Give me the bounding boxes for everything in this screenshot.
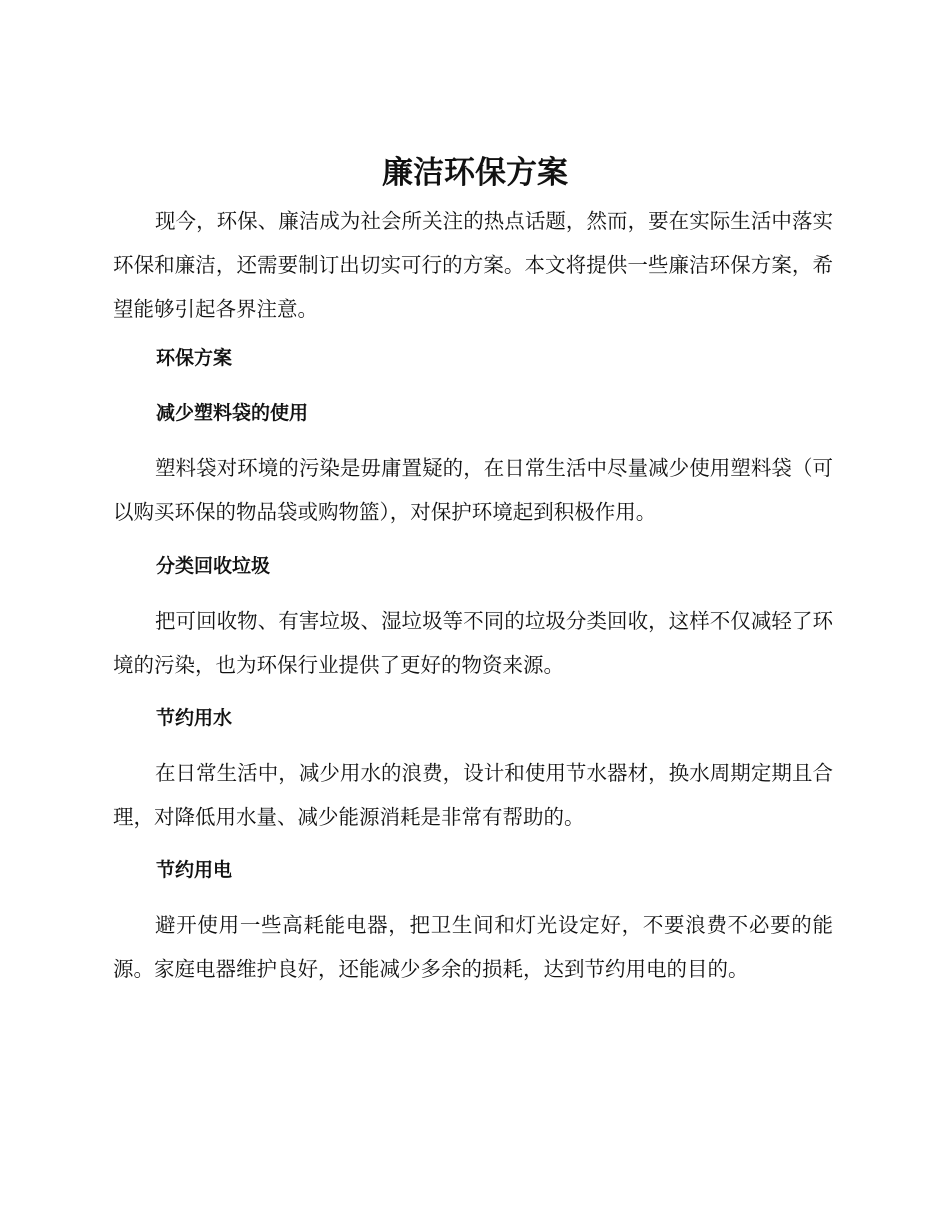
subsection-body-reduce-plastic-bags: 塑料袋对环境的污染是毋庸置疑的，在日常生活中尽量减少使用塑料袋（可以购买环保的物品袋或购物篮），对保护环境起到积极作用。 (113, 456, 833, 524)
subsection-body-garbage-sorting: 把可回收物、有害垃圾、湿垃圾等不同的垃圾分类回收，这样不仅减轻了环境的污染，也为环保行业提供了更好的物资来源。 (113, 609, 833, 677)
section-heading-environmental-plan: 环保方案 (156, 347, 233, 369)
subsection-body-save-electricity: 避开使用一些高耗能电器，把卫生间和灯光设定好，不要浪费不必要的能源。家庭电器维护良好，还能减少多余的损耗，达到节约用电的目的。 (113, 913, 833, 981)
subsection-heading-reduce-plastic-bags: 减少塑料袋的使用 (156, 402, 309, 424)
subsection-heading-garbage-sorting: 分类回收垃圾 (156, 555, 271, 577)
subsection-heading-save-water: 节约用水 (156, 707, 233, 729)
document-title: 廉洁环保方案 (382, 155, 568, 191)
subsection-heading-save-electricity: 节约用电 (156, 859, 233, 881)
intro-paragraph: 现今，环保、廉洁成为社会所关注的热点话题，然而，要在实际生活中落实环保和廉洁，还需要制订出切实可行的方案。本文将提供一些廉洁环保方案，希望能够引起各界注意。 (113, 209, 833, 321)
subsection-body-save-water: 在日常生活中，减少用水的浪费，设计和使用节水器材，换水周期定期且合理，对降低用水量、减少能源消耗是非常有帮助的。 (113, 761, 833, 829)
